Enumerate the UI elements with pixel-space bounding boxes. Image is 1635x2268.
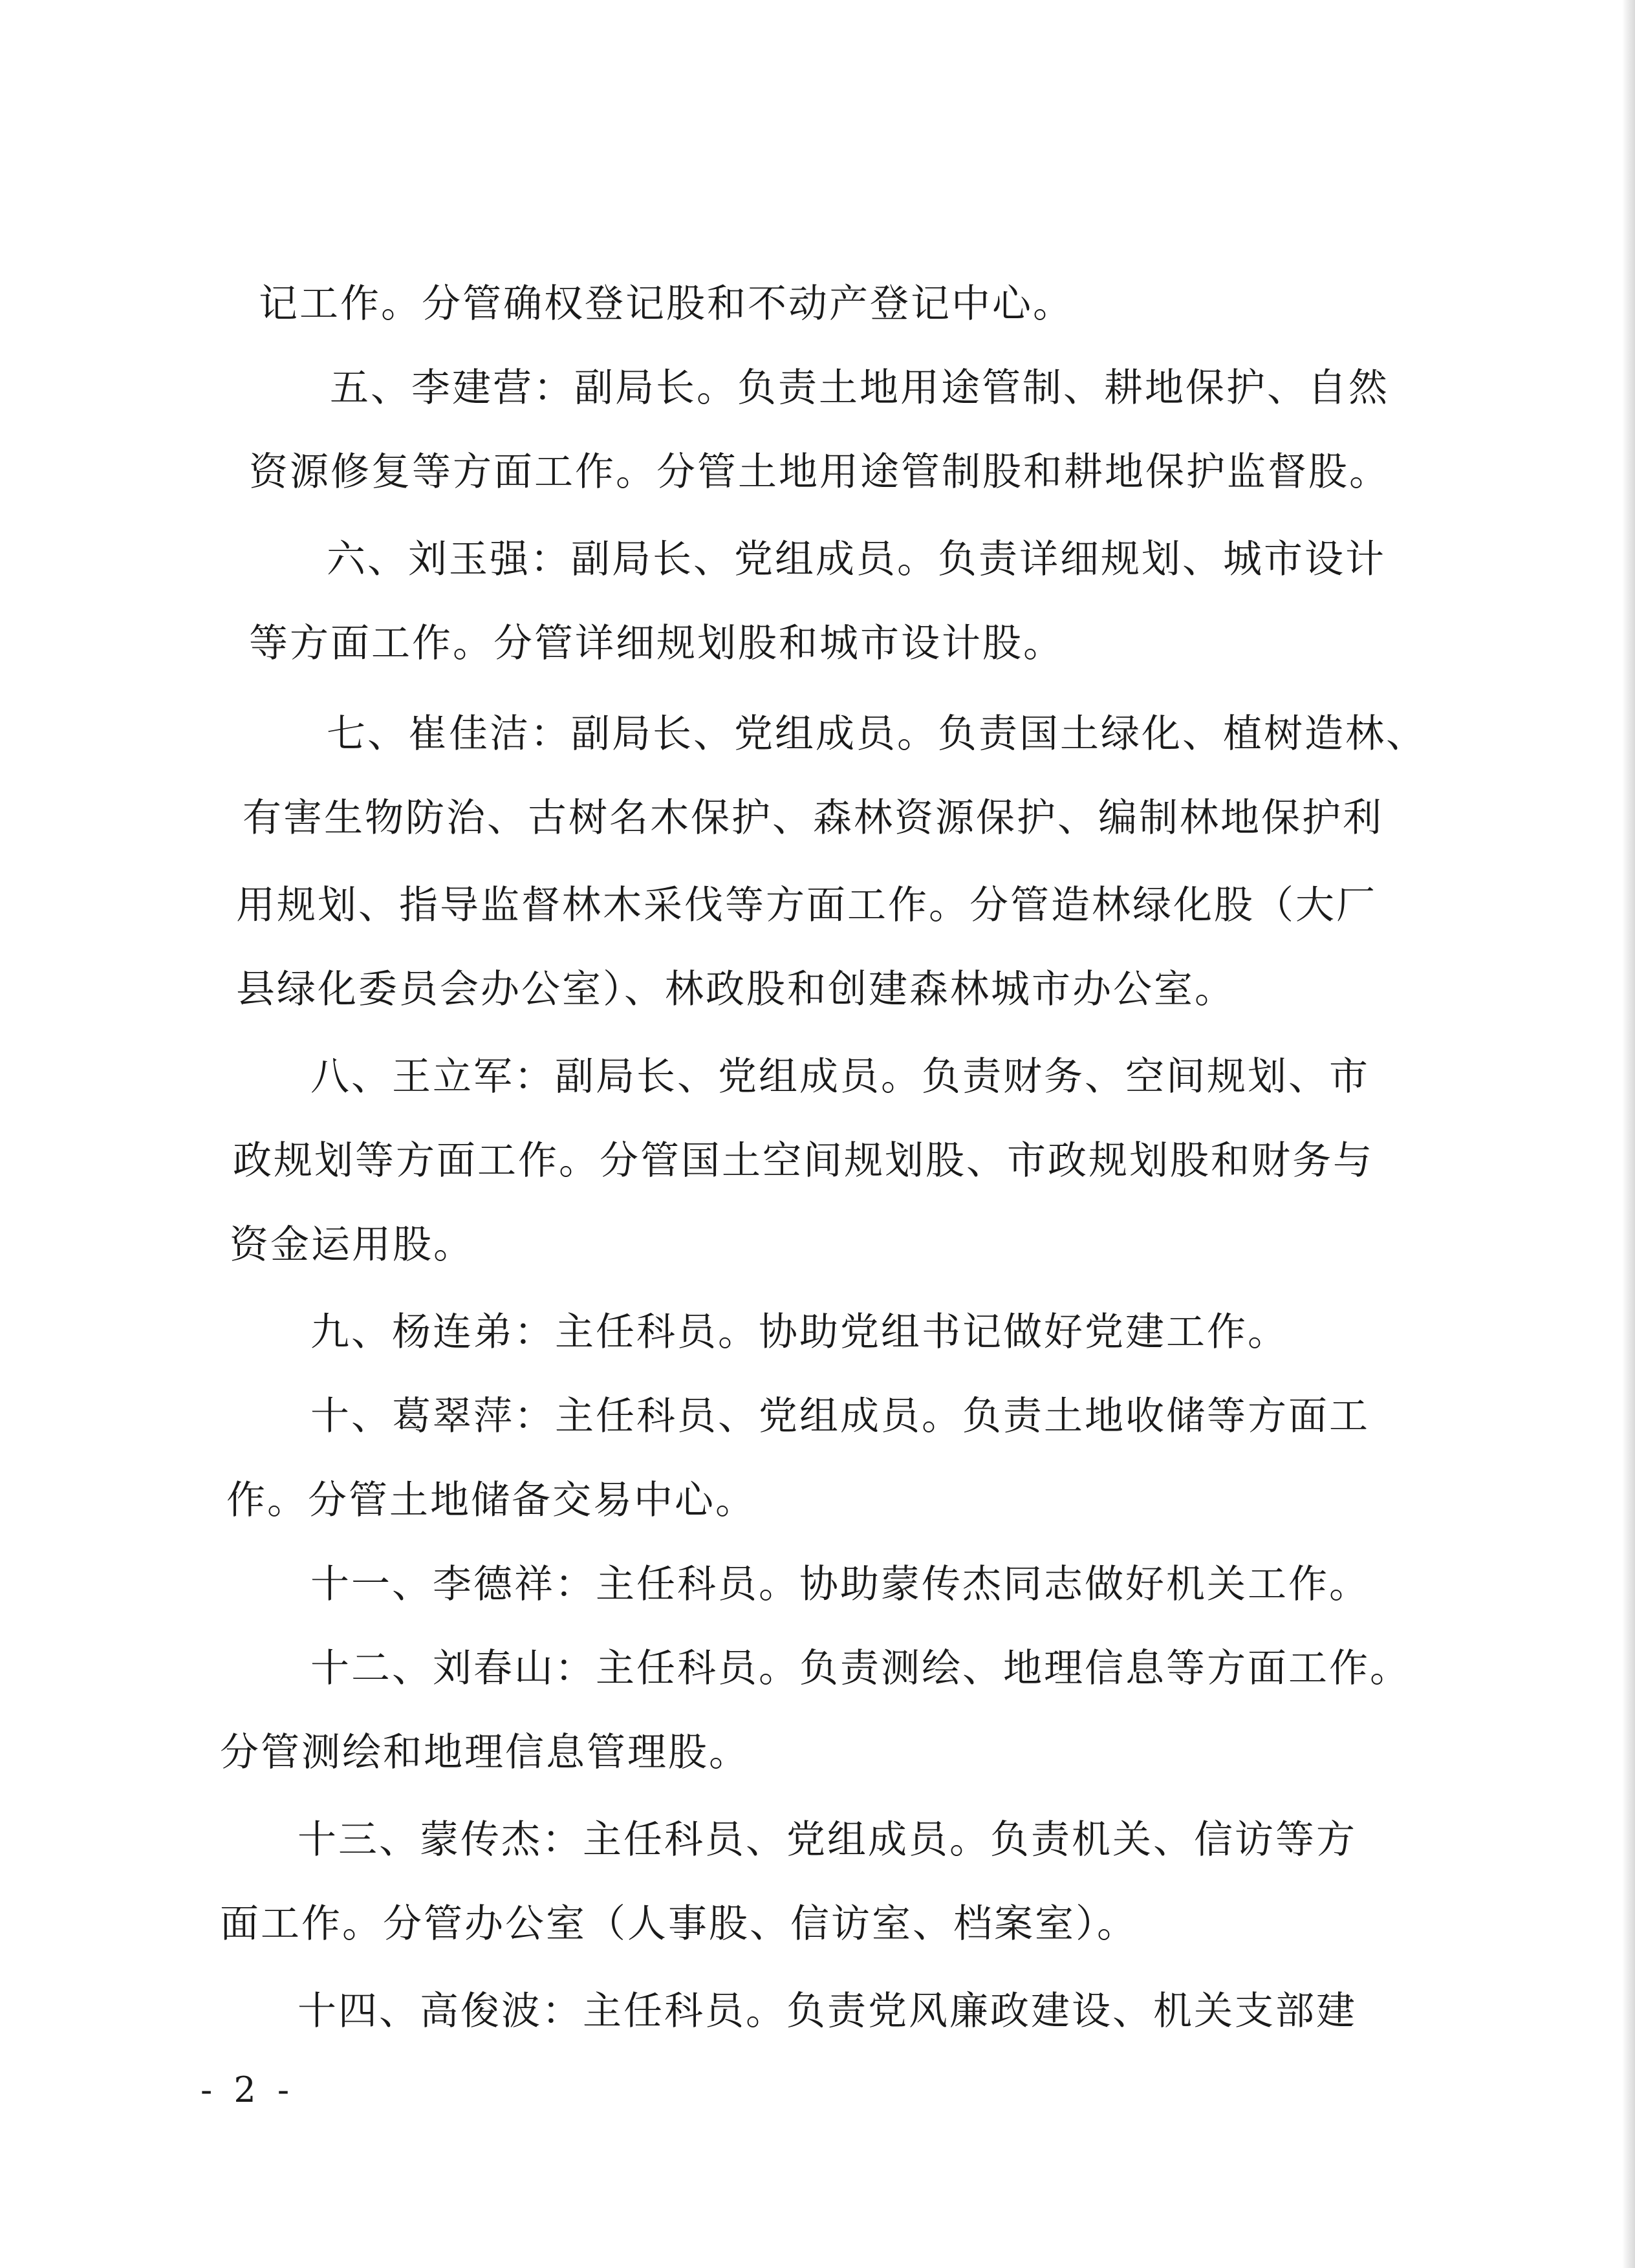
text-line-9: 县绿化委员会办公室）、林政股和创建森林城市办公室。 xyxy=(236,967,1235,1012)
text-line-16: 十一、李德祥：主任科员。协助蒙传杰同志做好机关工作。 xyxy=(310,1562,1370,1607)
scan-edge-shadow xyxy=(1622,0,1635,2268)
text-line-1: 记工作。分管确权登记股和不动产登记中心。 xyxy=(259,281,1074,327)
text-line-21: 十四、高俊波：主任科员。负责党风廉政建设、机关支部建 xyxy=(298,1989,1357,2034)
text-line-10: 八、王立军：副局长、党组成员。负责财务、空间规划、市 xyxy=(310,1054,1370,1099)
text-line-17: 十二、刘春山：主任科员。负责测绘、地理信息等方面工作。 xyxy=(310,1646,1411,1691)
text-line-4: 六、刘玉强：副局长、党组成员。负责详细规划、城市设计 xyxy=(327,537,1386,582)
text-line-13: 九、杨连弟：主任科员。协助党组书记做好党建工作。 xyxy=(310,1310,1288,1355)
text-line-18: 分管测绘和地理信息管理股。 xyxy=(220,1730,750,1775)
text-line-5: 等方面工作。分管详细规划股和城市设计股。 xyxy=(249,621,1064,666)
text-line-19: 十三、蒙传杰：主任科员、党组成员。负责机关、信访等方 xyxy=(298,1817,1357,1863)
text-line-6: 七、崔佳洁：副局长、党组成员。负责国土绿化、植树造林、 xyxy=(327,711,1427,757)
text-line-15: 作。分管土地储备交易中心。 xyxy=(226,1478,756,1523)
text-line-20: 面工作。分管办公室（人事股、信访室、档案室）。 xyxy=(220,1901,1138,1947)
text-line-8: 用规划、指导监督林木采伐等方面工作。分管造林绿化股（大厂 xyxy=(236,883,1377,928)
text-line-7: 有害生物防治、古树名木保护、森林资源保护、编制林地保护利 xyxy=(243,795,1383,841)
page-number: - 2 - xyxy=(200,2069,295,2110)
text-line-11: 政规划等方面工作。分管国土空间规划股、市政规划股和财务与 xyxy=(233,1138,1374,1183)
text-line-14: 十、葛翠萍：主任科员、党组成员。负责土地收储等方面工 xyxy=(310,1394,1370,1439)
text-line-12: 资金运用股。 xyxy=(230,1222,474,1268)
text-line-2: 五、李建营：副局长。负责土地用途管制、耕地保护、自然 xyxy=(330,365,1389,411)
text-line-3: 资源修复等方面工作。分管土地用途管制股和耕地保护监督股。 xyxy=(249,449,1390,495)
